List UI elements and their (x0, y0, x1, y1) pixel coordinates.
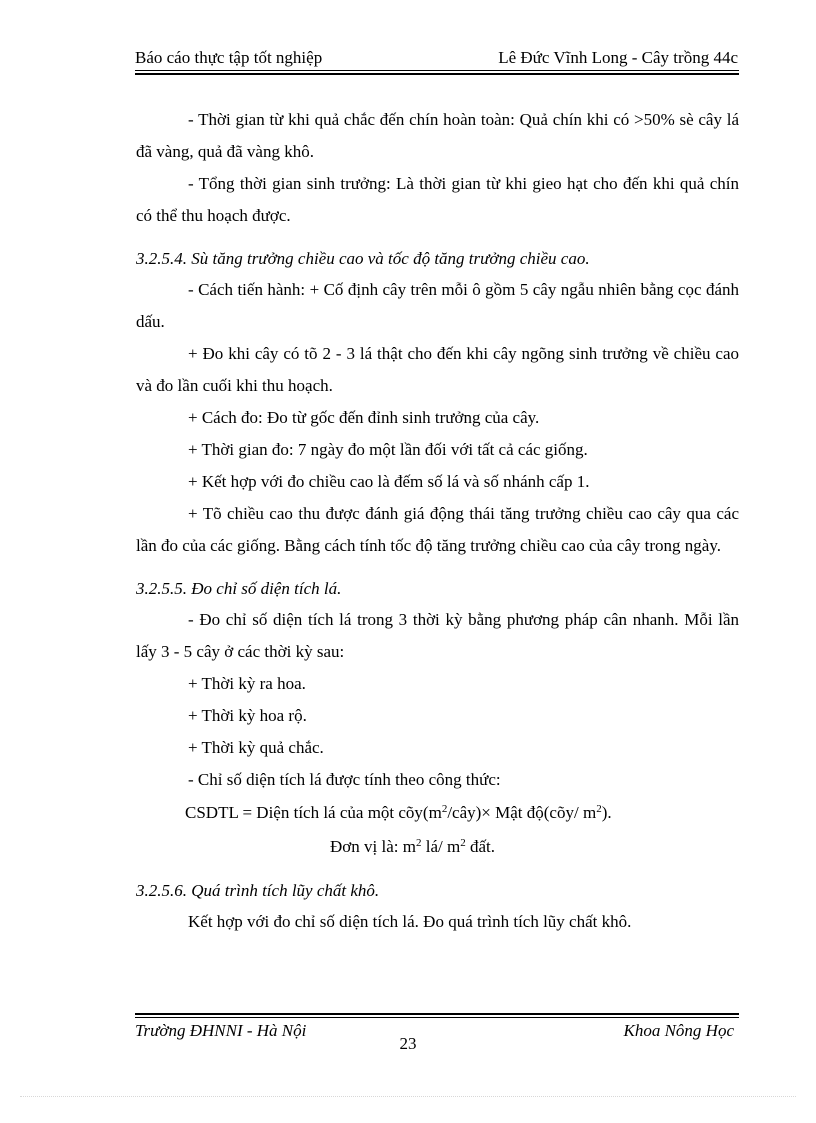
footer-left-school: Trường ĐHNNI - Hà Nội (135, 1021, 307, 1040)
paragraph: + Cách đo: Đo từ gốc đến đỉnh sinh trưởng của cây. (188, 408, 540, 427)
page-number: 23 (399, 1034, 417, 1053)
footer-right-faculty: Khoa Nông Học (623, 1021, 734, 1040)
header-rule (135, 70, 739, 71)
header-left-title: Báo cáo thực tập tốt nghiệp (135, 48, 323, 67)
paragraph: - Đo chỉ số diện tích lá trong 3 thời kỳ bằng phương pháp cân nhanh. Mỗi lần lấy 3 - 5 cây ở các thời kỳ sau: (136, 610, 739, 661)
paragraph: + Tõ chiều cao thu được đánh giá động thái tăng trưởng chiều cao cây qua các lần đo của các giống. Bằng cách tính tốc độ tăng trưởng chiều cao của cây trong ngày. (136, 504, 739, 555)
page-body (136, 104, 739, 938)
section-heading: 3.2.5.6. Quá trình tích lũy chất khô. (136, 881, 380, 900)
footer-rule-thick (135, 1013, 739, 1015)
formula: CSDTL = Diện tích lá của một $cõy(m^2/cây)\times$ Mật độ(cõy/ $m^2$). (185, 803, 612, 822)
header-rule-thick (135, 73, 739, 75)
page-edge-divider (20, 1096, 796, 1097)
paragraph: - Thời gian từ khi quả chắc đến chín hoàn toàn: Quả chín khi có >50% sè cây lá đã vàng, quả đã vàng khô. (136, 110, 739, 161)
list-item: + Thời kỳ quả chắc. (188, 738, 324, 757)
paragraph: Kết hợp với đo chỉ số diện tích lá. Đo quá trình tích lũy chất khô. (188, 912, 632, 931)
paragraph: - Tổng thời gian sinh trưởng: Là thời gian từ khi gieo hạt cho đến khi quả chín có thể thu hoạch được. (136, 174, 739, 225)
section-heading: 3.2.5.5. Đo chỉ số diện tích lá. (136, 579, 342, 598)
list-item: + Thời kỳ ra hoa. (188, 674, 306, 693)
footer-rule (135, 1017, 739, 1018)
header-right-author: Lê Đức Vĩnh Long - Cây trồng 44c (498, 48, 738, 67)
paragraph: + Kết hợp với đo chiều cao là đếm số lá và số nhánh cấp 1. (188, 472, 590, 491)
paragraph: - Cách tiến hành: + Cố định cây trên mỗi ô gồm 5 cây ngẫu nhiên bằng cọc đánh dấu. (136, 280, 739, 331)
paragraph: - Chỉ số diện tích lá được tính theo công thức: (188, 770, 501, 789)
paragraph: + Thời gian đo: 7 ngày đo một lần đối với tất cả các giống. (188, 440, 588, 459)
formula-unit: Đơn vị là: $m^2$ lá/ $m^2$ đất. (330, 837, 495, 856)
paragraph: + Đo khi cây có tõ 2 - 3 lá thật cho đến khi cây ngõng sinh trưởng về chiều cao và đo lần cuối khi thu hoạch. (136, 344, 739, 395)
list-item: + Thời kỳ hoa rộ. (188, 706, 307, 725)
section-heading: 3.2.5.4. Sù tăng trưởng chiều cao và tốc độ tăng trưởng chiều cao. (136, 249, 590, 268)
